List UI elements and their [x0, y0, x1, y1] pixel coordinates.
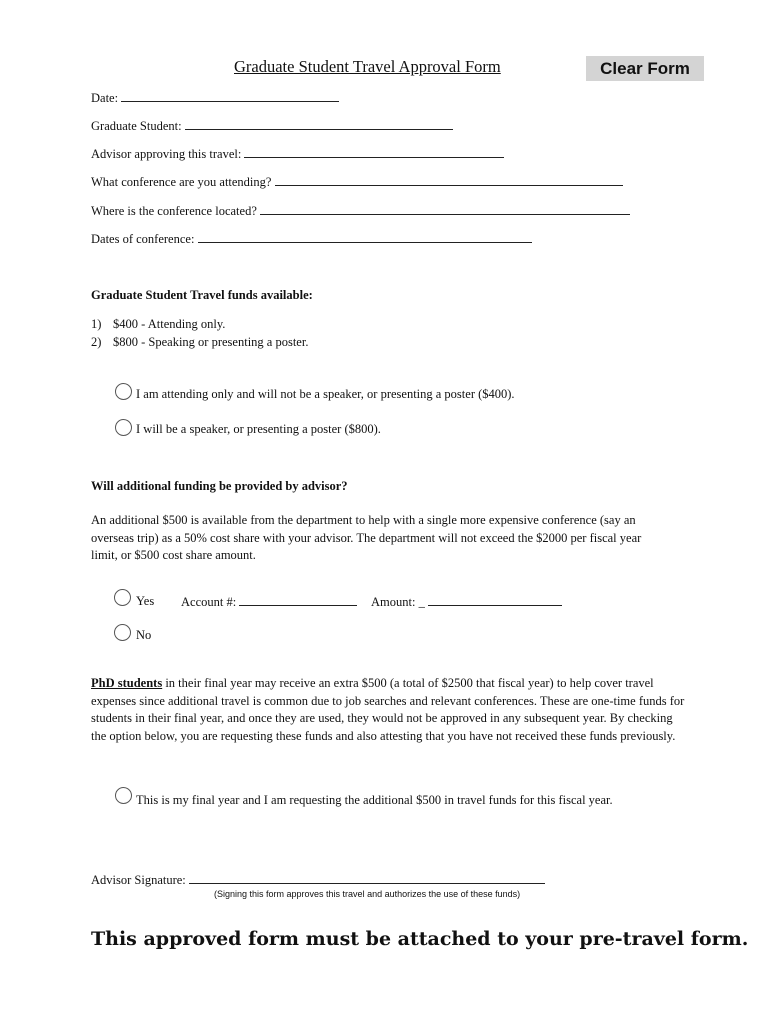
list-item-text: $800 - Speaking or presenting a poster. [113, 335, 309, 349]
final-year-radio[interactable] [115, 787, 132, 804]
location-input[interactable] [260, 203, 630, 215]
student-field-row [91, 118, 453, 134]
funds-heading: Graduate Student Travel funds available: [91, 288, 313, 302]
attending-only-radio[interactable] [115, 383, 132, 400]
list-item-text: $400 - Attending only. [113, 317, 226, 331]
date-label: Date: [91, 91, 119, 105]
date-field-row [91, 90, 339, 106]
advisor-field-row [91, 146, 504, 162]
account-input[interactable] [239, 594, 357, 606]
footer-notice: This approved form must be attached to your pre-travel form. [91, 928, 749, 950]
advisor-funding-no-radio[interactable] [114, 624, 131, 641]
speaker-label: I will be a speaker, or presenting a poster ($800). [136, 422, 381, 436]
clear-form-button[interactable]: Clear Form [586, 56, 704, 81]
advisor-label: Advisor approving this travel: [91, 147, 242, 161]
amount-field-row [371, 594, 562, 610]
location-label: Where is the conference located? [91, 204, 257, 218]
dates-input[interactable] [198, 231, 532, 243]
location-field-row [91, 203, 630, 219]
no-label: No [136, 628, 152, 642]
advisor-funding-yes-radio[interactable] [114, 589, 131, 606]
final-year-label: This is my final year and I am requesting the additional $500 in travel funds for this fiscal year. [136, 793, 613, 807]
phd-lead: PhD students [91, 676, 163, 690]
dates-field-row [91, 231, 532, 247]
conference-label: What conference are you attending? [91, 175, 272, 189]
conference-field-row [91, 174, 623, 190]
yes-label: Yes [136, 594, 155, 608]
form-title: Graduate Student Travel Approval Form [234, 57, 501, 76]
additional-heading: Will additional funding be provided by advisor? [91, 479, 348, 493]
attending-only-label: I am attending only and will not be a speaker, or presenting a poster ($400). [136, 387, 515, 401]
list-item [91, 317, 226, 332]
student-label: Graduate Student: [91, 119, 182, 133]
speaker-radio[interactable] [115, 419, 132, 436]
date-input[interactable] [121, 90, 339, 102]
student-input[interactable] [185, 118, 453, 130]
list-item-number: 2) [91, 335, 102, 349]
signature-input[interactable] [189, 872, 545, 884]
signature-note: (Signing this form approves this travel and authorizes the use of these funds) [214, 889, 521, 899]
advisor-input[interactable] [244, 146, 504, 158]
account-field-row [181, 594, 357, 610]
account-label: Account #: [181, 595, 237, 609]
phd-paragraph [91, 675, 691, 745]
list-item [91, 335, 309, 350]
signature-label: Advisor Signature: [91, 873, 186, 887]
dates-label: Dates of conference: [91, 232, 195, 246]
list-item-number: 1) [91, 317, 102, 331]
amount-input[interactable] [428, 594, 562, 606]
amount-label: Amount: _ [371, 595, 425, 609]
phd-body: in their final year may receive an extra $500 (a total of $2500 that fiscal year) to help cover travel expenses since additional travel is common due to job searches and relevant conferences. These are one-time funds for students in their final year, and once they are used, they would not be approved in any subsequent year. By checking the option below, you are requesting these funds and also attesting that you have not received these funds previously. [91, 676, 685, 743]
signature-field-row [91, 872, 545, 888]
additional-paragraph: An additional $500 is available from the department to help with a single more expensive conference (say an overseas trip) as a 50% cost share with your advisor. The department will not exceed the $2000 per fiscal year limit, or $500 cost share amount. [91, 513, 642, 562]
conference-input[interactable] [275, 174, 623, 186]
